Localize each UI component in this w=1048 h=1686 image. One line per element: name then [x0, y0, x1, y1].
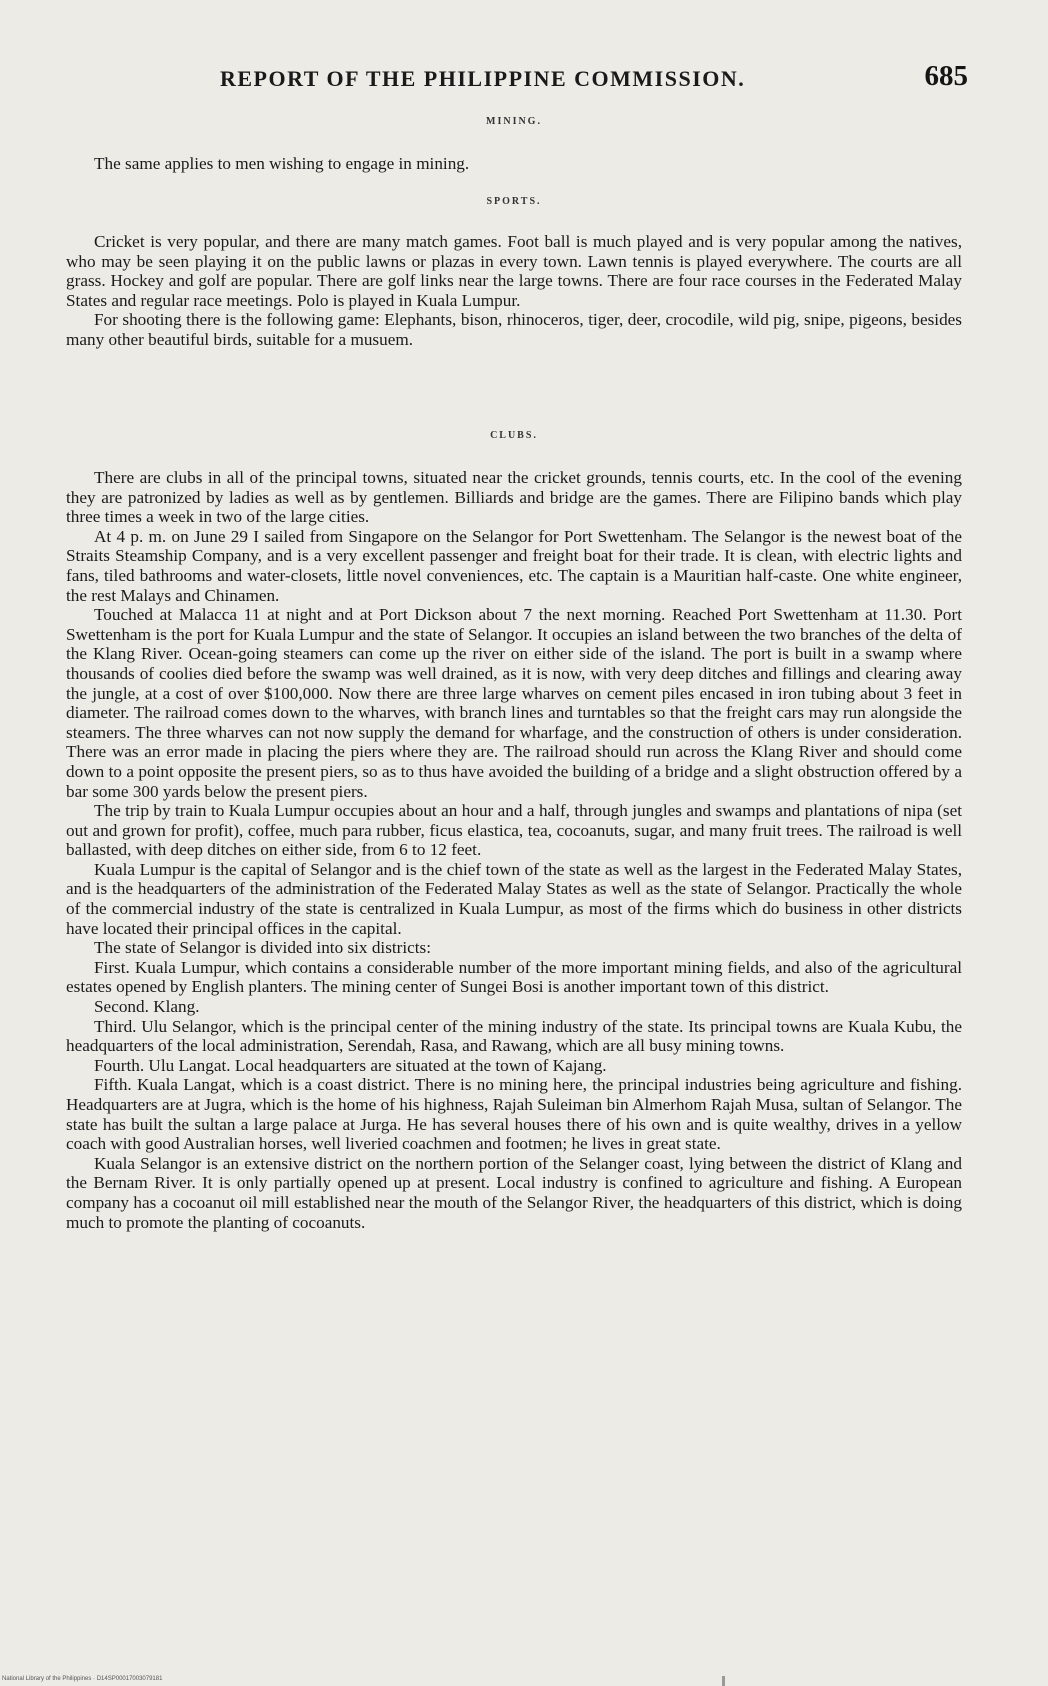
paragraph: The same applies to men wishing to engage in mining.	[94, 154, 470, 173]
section-heading-clubs: CLUBS.	[490, 430, 538, 441]
paragraph: Kuala Lumpur is the capital of Selangor and is the chief town of the state as well as the largest in the Federated Malay States, and is the headquarters of the administration of the Federated Malay States as well as the state of Selangor. Practically the whole of the commercial industry of the state is centralized in Kuala Lumpur, as most of the firms which do business in other districts have located their principal offices in the capital.	[66, 859, 962, 938]
paragraph: Touched at Malacca 11 at night and at Port Dickson about 7 the next morning. Reached Port Swettenham at 11.30. Port Swettenham is the port for Kuala Lumpur and the state of Selangor. It occupies an island between the two branches of the delta of the Klang River. Ocean-going steamers can come up the river on either side of the island. The port is built in a swamp where thousands of coolies died before the swamp was well drained, as it is now, with very deep ditches and fillings and clearing away the jungle, at a cost of over $100,000. Now there are three large wharves on cement piles encased in iron tubing about 3 feet in diameter. The railroad comes down to the wharves, with branch lines and turntables so that the freight cars may run alongside the steamers. The three wharves can not now supply the demand for wharfage, and the construction of others is under consideration. There was an error made in placing the piers where they are. The railroad should run across the Klang River and should come down to a point opposite the present piers, so as to thus have avoided the building of a bridge and a slight obstruction offered by a bar some 300 yards below the present piers.	[66, 605, 962, 801]
paragraph: The trip by train to Kuala Lumpur occupies about an hour and a half, through jungles and swamps and plantations of nipa (set out and grown for profit), coffee, much para rubber, ficus elastica, tea, cocoanuts, sugar, and many fruit trees. The railroad is well ballasted, with deep ditches on either side, from 6 to 12 feet.	[66, 801, 962, 860]
footer-stamp: National Library of the Philippines · D14SP00017003079181	[2, 1676, 163, 1682]
running-head	[92, 60, 968, 100]
section-mining	[66, 116, 962, 127]
page-number: 685	[924, 60, 968, 92]
paragraph: Fourth. Ulu Langat. Local headquarters are situated at the town of Kajang.	[94, 1055, 607, 1075]
section-heading-mining: MINING.	[486, 116, 542, 127]
section-sports	[66, 196, 962, 207]
paragraph: Second. Klang.	[94, 997, 200, 1017]
clubs-body	[66, 468, 962, 1232]
mining-body	[66, 154, 962, 174]
paragraph: Cricket is very popular, and there are many match games. Foot ball is much played and is very popular among the natives, who may be seen playing it on the public lawns or plazas in every town. Lawn tennis is played everywhere. The courts are all grass. Hockey and golf are popular. There are golf links near the large towns. There are four race courses in the Federated Malay States and regular race meetings. Polo is played in Kuala Lumpur.	[66, 232, 962, 310]
paragraph: Third. Ulu Selangor, which is the principal center of the mining industry of the state. Its principal towns are Kuala Kubu, the headquarters of the local administration, Serendah, Rasa, and Rawang, which are all busy mining towns.	[66, 1016, 962, 1056]
paragraph: The state of Selangor is divided into six districts:	[94, 938, 432, 958]
section-heading-sports: SPORTS.	[486, 196, 542, 207]
paragraph: There are clubs in all of the principal towns, situated near the cricket grounds, tennis courts, etc. In the cool of the evening they are patronized by ladies as well as by gentlemen. Billiards and bridge are the games. There are Filipino bands which play three times a week in two of the large cities.	[66, 468, 962, 527]
paragraph: First. Kuala Lumpur, which contains a considerable number of the more important mining fields, and also of the agricultural estates opened by English planters. The mining center of Sungei Bosi is another important town of this district.	[66, 957, 962, 997]
scan-mark	[722, 1676, 725, 1686]
paragraph: Fifth. Kuala Langat, which is a coast district. There is no mining here, the principal industries being agriculture and fishing. Headquarters are at Jugra, which is the home of his highness, Rajah Suleiman bin Almerhom Rajah Musa, sultan of Selangor. The state has built the sultan a large palace at Jurga. He has several houses there of his own and is quite wealthy, drives in a yellow coach with good Australian horses, well liveried coachmen and footmen; he lives in great state.	[66, 1075, 962, 1154]
running-title: REPORT OF THE PHILIPPINE COMMISSION.	[220, 66, 746, 91]
paragraph: For shooting there is the following game: Elephants, bison, rhinoceros, tiger, deer, crocodile, wild pig, snipe, pigeons, besides many other beautiful birds, suitable for a musuem.	[66, 310, 962, 349]
sports-body	[66, 232, 962, 350]
paragraph: At 4 p. m. on June 29 I sailed from Singapore on the Selangor for Port Swettenham. The Selangor is the newest boat of the Straits Steamship Company, and is a very excellent passenger and freight boat for their trade. It is clean, with electric lights and fans, tiled bathrooms and water-closets, little novel conveniences, etc. The captain is a Mauritian half-caste. One white engineer, the rest Malays and Chinamen.	[66, 526, 962, 605]
section-clubs	[66, 430, 962, 441]
paragraph: Kuala Selangor is an extensive district on the northern portion of the Selanger coast, lying between the district of Klang and the Bernam River. It is only partially opened up at present. Local industry is confined to agriculture and fishing. A European company has a cocoanut oil mill established near the mouth of the Selangor River, the headquarters of this district, which is doing much to promote the planting of cocoanuts.	[66, 1153, 962, 1232]
